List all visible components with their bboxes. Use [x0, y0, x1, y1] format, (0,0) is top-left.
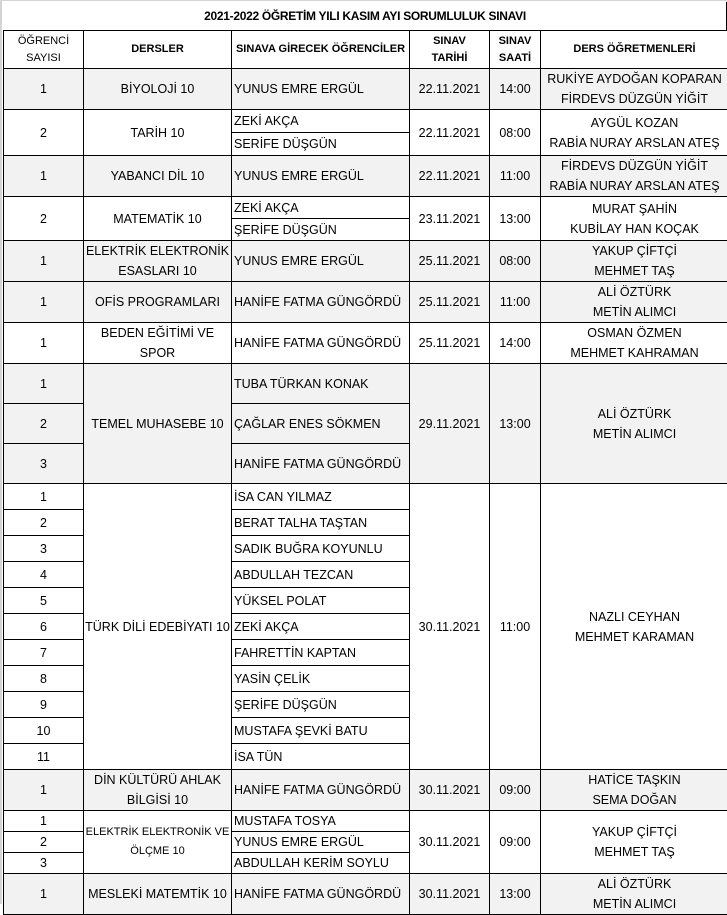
student-number-cell: 7 [4, 640, 84, 666]
student-name-cell: YUNUS EMRE ERGÜL [232, 156, 410, 197]
student-name-cell: MUSTAFA TOSYA [232, 811, 410, 832]
teachers-cell-line2: KUBİLAY HAN KOÇAK [541, 219, 727, 239]
course-cell-line1: OFİS PROGRAMLARI [84, 292, 231, 312]
student-name-cell: ÇAĞLAR ENES SÖKMEN [232, 404, 410, 444]
header-time-line2: SAATİ [490, 50, 540, 67]
student-name-cell: TUBA TÜRKAN KONAK [232, 364, 410, 404]
student-name-cell: ABDULLAH TEZCAN [232, 562, 410, 588]
exam-date-cell: 22.11.2021 [410, 110, 490, 156]
student-number-cell: 8 [4, 666, 84, 692]
header-students: SINAVA GİRECEK ÖĞRENCİLER [232, 31, 410, 69]
exam-row [4, 110, 727, 133]
exam-time-cell: 11:00 [490, 156, 541, 197]
teachers-cell [541, 197, 727, 241]
student-name-cell: ZEKİ AKÇA [232, 197, 410, 219]
course-cell-line1: TEMEL MUHASEBE 10 [84, 414, 231, 434]
exam-date-cell: 30.11.2021 [410, 484, 490, 770]
exam-row [4, 874, 727, 915]
teachers-cell-line2: RABİA NURAY ARSLAN ATEŞ [541, 133, 727, 153]
teachers-cell-line1: FİRDEVS DÜZGÜN YİĞİT [541, 156, 727, 176]
student-name-cell: YUNUS EMRE ERGÜL [232, 241, 410, 282]
teachers-cell [541, 323, 727, 364]
course-cell-line1: TÜRK DİLİ EDEBİYATI 10 [84, 617, 231, 637]
teachers-cell-line1: RUKİYE AYDOĞAN KOPARAN [541, 69, 727, 89]
course-cell [84, 770, 232, 811]
header-row [4, 31, 727, 69]
header-exam-time [490, 31, 541, 69]
student-number-cell: 1 [4, 323, 84, 364]
teachers-cell-line1: HATİCE TAŞKIN [541, 770, 727, 790]
student-name-cell: ZEKİ AKÇA [232, 110, 410, 133]
course-cell [84, 110, 232, 156]
teachers-cell-line2: METİN ALIMCI [541, 424, 727, 444]
exam-time-cell: 13:00 [490, 874, 541, 915]
exam-row [4, 364, 727, 404]
teachers-cell-line2: MEHMET TAŞ [541, 842, 727, 862]
student-name-cell: SERİFE DÜŞGÜN [232, 133, 410, 156]
teachers-cell [541, 811, 727, 874]
teachers-cell [541, 69, 727, 110]
exam-date-cell: 25.11.2021 [410, 241, 490, 282]
student-number-cell: 3 [4, 444, 84, 484]
course-cell [84, 874, 232, 915]
course-cell-line2: ESASLARI 10 [84, 261, 231, 281]
exam-date-cell: 25.11.2021 [410, 282, 490, 323]
student-name-cell: ŞERİFE DÜŞGÜN [232, 219, 410, 241]
teachers-cell [541, 484, 727, 770]
student-name-cell: HANİFE FATMA GÜNGÖRDÜ [232, 323, 410, 364]
student-name-cell: HANİFE FATMA GÜNGÖRDÜ [232, 874, 410, 915]
exam-time-cell: 08:00 [490, 241, 541, 282]
course-cell [84, 156, 232, 197]
exam-row [4, 323, 727, 364]
exam-date-cell: 22.11.2021 [410, 156, 490, 197]
header-time-line1: SINAV [490, 33, 540, 50]
course-cell-line1: MATEMATİK 10 [84, 209, 231, 229]
student-name-cell: YÜKSEL POLAT [232, 588, 410, 614]
teachers-cell-line1: YAKUP ÇİFTÇİ [541, 822, 727, 842]
course-cell-line1: ELEKTRİK ELEKTRONİK [84, 241, 231, 261]
student-name-cell: MUSTAFA ŞEVKİ BATU [232, 718, 410, 744]
exam-row [4, 156, 727, 197]
student-count-cell: 2 [4, 197, 84, 241]
course-cell [84, 484, 232, 770]
student-name-cell: YUNUS EMRE ERGÜL [232, 69, 410, 110]
exam-row [4, 282, 727, 323]
course-cell-line2: SPOR [84, 343, 231, 363]
teachers-cell-line1: NAZLI CEYHAN [541, 607, 727, 627]
student-number-cell: 1 [4, 484, 84, 510]
student-number-cell: 6 [4, 614, 84, 640]
course-cell-line1: TARİH 10 [84, 123, 231, 143]
student-number-cell: 1 [4, 282, 84, 323]
teachers-cell-line1: OSMAN ÖZMEN [541, 323, 727, 343]
course-cell [84, 811, 232, 874]
teachers-cell-line1: MURAT ŞAHİN [541, 199, 727, 219]
course-cell [84, 241, 232, 282]
student-number-cell: 1 [4, 770, 84, 811]
header-student-count [4, 31, 84, 69]
exam-date-cell: 23.11.2021 [410, 197, 490, 241]
exam-row [4, 241, 727, 282]
exam-row [4, 197, 727, 219]
student-number-cell: 1 [4, 241, 84, 282]
course-cell [84, 364, 232, 484]
student-name-cell: YASİN ÇELİK [232, 666, 410, 692]
teachers-cell-line2: METİN ALIMCI [541, 894, 727, 914]
teachers-cell-line2: METİN ALIMCI [541, 302, 727, 322]
student-number-cell: 2 [4, 510, 84, 536]
teachers-cell [541, 282, 727, 323]
header-teachers: DERS ÖĞRETMENLERİ [541, 31, 727, 69]
student-number-cell: 11 [4, 744, 84, 770]
exam-time-cell: 08:00 [490, 110, 541, 156]
header-exam-date [410, 31, 490, 69]
teachers-cell-line1: ALİ ÖZTÜRK [541, 282, 727, 302]
exam-date-cell: 29.11.2021 [410, 364, 490, 484]
teachers-cell-line2: MEHMET KAHRAMAN [541, 343, 727, 363]
student-number-cell: 1 [4, 364, 84, 404]
student-name-cell: ZEKİ AKÇA [232, 614, 410, 640]
teachers-cell [541, 241, 727, 282]
student-name-cell: ŞERİFE DÜŞGÜN [232, 692, 410, 718]
student-name-cell: YUNUS EMRE ERGÜL [232, 832, 410, 853]
teachers-cell [541, 874, 727, 915]
teachers-cell-line2: SEMA DOĞAN [541, 790, 727, 810]
student-number-cell: 1 [4, 874, 84, 915]
student-name-cell: İSA TÜN [232, 744, 410, 770]
exam-time-cell: 09:00 [490, 811, 541, 874]
course-cell-line2: BİLGİSİ 10 [84, 790, 231, 810]
teachers-cell [541, 110, 727, 156]
exam-row [4, 484, 727, 510]
course-cell-line1: ELEKTRİK ELEKTRONİK VE [84, 823, 231, 842]
exam-row [4, 811, 727, 832]
exam-time-cell: 13:00 [490, 364, 541, 484]
course-cell [84, 282, 232, 323]
course-cell-line1: DİN KÜLTÜRÜ AHLAK [84, 770, 231, 790]
teachers-cell-line1: AYGÜL KOZAN [541, 113, 727, 133]
exam-date-cell: 30.11.2021 [410, 811, 490, 874]
teachers-cell-line1: YAKUP ÇİFTÇİ [541, 241, 727, 261]
student-number-cell: 10 [4, 718, 84, 744]
teachers-cell-line1: ALİ ÖZTÜRK [541, 404, 727, 424]
student-number-cell: 3 [4, 853, 84, 874]
exam-row [4, 770, 727, 811]
header-count-line1: ÖĞRENCİ [4, 33, 83, 50]
header-date-line2: TARİHİ [410, 50, 489, 67]
student-number-cell: 1 [4, 156, 84, 197]
teachers-cell-line2: MEHMET KARAMAN [541, 627, 727, 647]
teachers-cell-line2: RABİA NURAY ARSLAN ATEŞ [541, 176, 727, 196]
course-cell-line2: ÖLÇME 10 [84, 842, 231, 861]
student-number-cell: 2 [4, 832, 84, 853]
course-cell [84, 323, 232, 364]
course-cell-line1: BİYOLOJİ 10 [84, 79, 231, 99]
student-name-cell: SADIK BUĞRA KOYUNLU [232, 536, 410, 562]
teachers-cell-line2: FİRDEVS DÜZGÜN YİĞİT [541, 89, 727, 109]
exam-row [4, 69, 727, 110]
exam-date-cell: 22.11.2021 [410, 69, 490, 110]
student-name-cell: FAHRETTİN KAPTAN [232, 640, 410, 666]
exam-schedule-table [3, 30, 727, 915]
exam-date-cell: 30.11.2021 [410, 874, 490, 915]
teachers-cell [541, 364, 727, 484]
exam-time-cell: 14:00 [490, 69, 541, 110]
exam-time-cell: 13:00 [490, 197, 541, 241]
header-count-line2: SAYISI [4, 50, 83, 67]
teachers-cell [541, 156, 727, 197]
teachers-cell-line2: MEHMET TAŞ [541, 261, 727, 281]
sheet-title: 2021-2022 ÖĞRETİM YILI KASIM AYI SORUMLULUK SINAVI [4, 2, 727, 30]
exam-time-cell: 09:00 [490, 770, 541, 811]
exam-date-cell: 30.11.2021 [410, 770, 490, 811]
course-cell-line1: MESLEKİ MATEMTİK 10 [84, 884, 231, 904]
student-name-cell: İSA CAN YILMAZ [232, 484, 410, 510]
student-number-cell: 9 [4, 692, 84, 718]
exam-date-cell: 25.11.2021 [410, 323, 490, 364]
student-name-cell: BERAT TALHA TAŞTAN [232, 510, 410, 536]
exam-time-cell: 11:00 [490, 484, 541, 770]
exam-time-cell: 14:00 [490, 323, 541, 364]
course-cell [84, 197, 232, 241]
teachers-cell-line1: ALİ ÖZTÜRK [541, 874, 727, 894]
header-course: DERSLER [84, 31, 232, 69]
student-number-cell: 4 [4, 562, 84, 588]
student-number-cell: 2 [4, 404, 84, 444]
student-number-cell: 1 [4, 811, 84, 832]
student-count-cell: 2 [4, 110, 84, 156]
teachers-cell [541, 770, 727, 811]
header-date-line1: SINAV [410, 33, 489, 50]
student-number-cell: 1 [4, 69, 84, 110]
course-cell [84, 69, 232, 110]
student-name-cell: HANİFE FATMA GÜNGÖRDÜ [232, 282, 410, 323]
student-number-cell: 5 [4, 588, 84, 614]
student-name-cell: HANİFE FATMA GÜNGÖRDÜ [232, 444, 410, 484]
course-cell-line1: BEDEN EĞİTİMİ VE [84, 323, 231, 343]
exam-time-cell: 11:00 [490, 282, 541, 323]
student-name-cell: HANİFE FATMA GÜNGÖRDÜ [232, 770, 410, 811]
student-name-cell: ABDULLAH KERİM SOYLU [232, 853, 410, 874]
course-cell-line1: YABANCI DİL 10 [84, 166, 231, 186]
student-number-cell: 3 [4, 536, 84, 562]
